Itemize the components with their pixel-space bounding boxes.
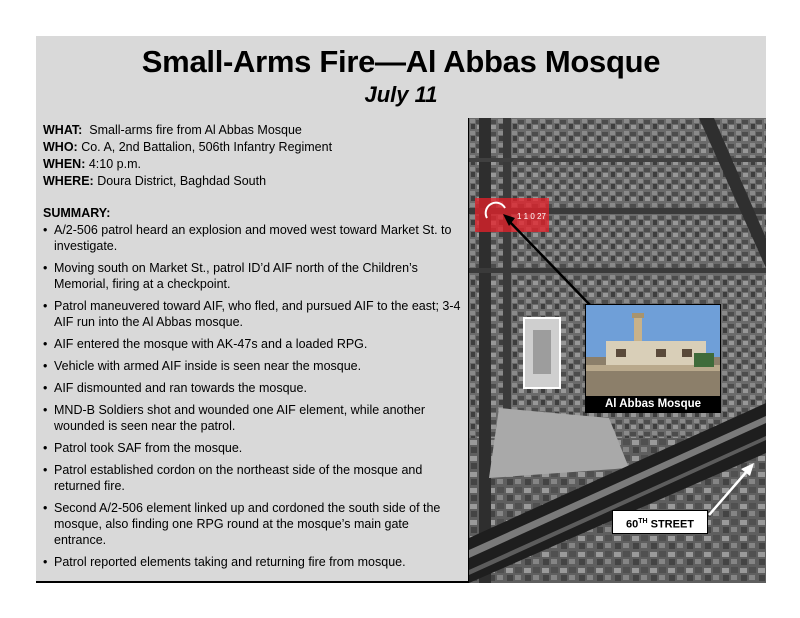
street-label (612, 510, 708, 534)
where-value: Doura District, Baghdad South (97, 174, 267, 188)
bullet-marker: • (43, 337, 48, 351)
who-value: Co. A, 2nd Battalion, 506th Infantry Regiment (81, 140, 333, 154)
bullet-marker: • (43, 441, 48, 455)
title-band (36, 36, 766, 118)
summary-list (43, 222, 463, 576)
list-item (43, 402, 463, 434)
list-item (43, 298, 463, 330)
incident-info (43, 122, 463, 190)
summary-item-text: Patrol took SAF from the mosque. (54, 441, 243, 455)
summary-item-text: Second A/2-506 element linked up and cordoned the south side of the mosque, also finding one RPG round at the mosque’s main gate entrance. (54, 501, 441, 547)
when-label: WHEN: (43, 157, 86, 171)
aerial-map (469, 118, 766, 583)
list-item (43, 358, 463, 374)
bullet-marker: • (43, 501, 48, 515)
window (656, 349, 666, 357)
mosque-photo (585, 304, 721, 398)
street (469, 268, 766, 273)
western-road (479, 118, 491, 583)
bullet-marker: • (43, 299, 48, 313)
who-label: WHO: (43, 140, 78, 154)
market-street (503, 118, 511, 448)
summary-item-text: AIF dismounted and ran towards the mosque. (54, 381, 307, 395)
highlight-marking: 1 1 0 27 (517, 212, 546, 221)
list-item (43, 500, 463, 548)
mosque-label: Al Abbas Mosque (585, 396, 721, 413)
list-item (43, 222, 463, 254)
street-name: STREET (647, 518, 695, 531)
open-lot (489, 408, 629, 478)
summary-item-text: Patrol reported elements taking and returning fire from mosque. (54, 555, 406, 569)
where-line (43, 173, 463, 190)
where-label: WHERE: (43, 174, 94, 188)
summary-item-text: A/2-506 patrol heard an explosion and moved west toward Market St. to investigate. (54, 223, 452, 253)
what-value: Small-arms fire from Al Abbas Mosque (89, 123, 302, 137)
list-item (43, 336, 463, 352)
mosque-image (586, 305, 720, 397)
what-label: WHAT: (43, 123, 83, 137)
street-number: 60 (625, 518, 639, 531)
window (682, 349, 692, 357)
bullet-marker: • (43, 555, 48, 569)
summary-item-text: Moving south on Market St., patrol ID’d AIF north of the Children’s Memorial, firing at a checkpoint. (54, 261, 418, 291)
what-line (43, 122, 463, 139)
tree (694, 353, 714, 367)
text-panel (36, 118, 470, 583)
slide-title: Small-Arms Fire—Al Abbas Mosque (141, 44, 661, 79)
compound-courtyard (533, 330, 551, 374)
summary-item-text: Patrol established cordon on the northeast side of the mosque and returned fire. (54, 463, 423, 493)
when-value: 4:10 p.m. (88, 157, 141, 171)
when-line (43, 156, 463, 173)
summary-heading: SUMMARY: (43, 206, 111, 220)
list-item (43, 260, 463, 292)
bullet-marker: • (43, 463, 48, 477)
bullet-marker: • (43, 403, 48, 417)
street-suffix: TH (638, 518, 648, 525)
list-item (43, 462, 463, 494)
bullet-marker: • (43, 223, 48, 237)
bullet-marker: • (43, 359, 48, 373)
slide-date: July 11 (364, 82, 438, 107)
bullet-marker: • (43, 381, 48, 395)
list-item (43, 440, 463, 456)
minaret-balcony (632, 313, 644, 318)
summary-item-text: Patrol maneuvered toward AIF, who fled, and pursued AIF to the east; 3-4 AIF run into the Al Abbas mosque. (54, 299, 461, 329)
who-line (43, 139, 463, 156)
summary-item-text: MND-B Soldiers shot and wounded one AIF element, while another wounded is seen near the patrol. (54, 403, 426, 433)
window (616, 349, 626, 357)
list-item (43, 380, 463, 396)
bullet-marker: • (43, 261, 48, 275)
list-item (43, 554, 463, 570)
summary-item-text: Vehicle with armed AIF inside is seen near the mosque. (54, 359, 362, 373)
summary-item-text: AIF entered the mosque with AK-47s and a loaded RPG. (54, 337, 368, 351)
briefing-slide (36, 36, 766, 583)
